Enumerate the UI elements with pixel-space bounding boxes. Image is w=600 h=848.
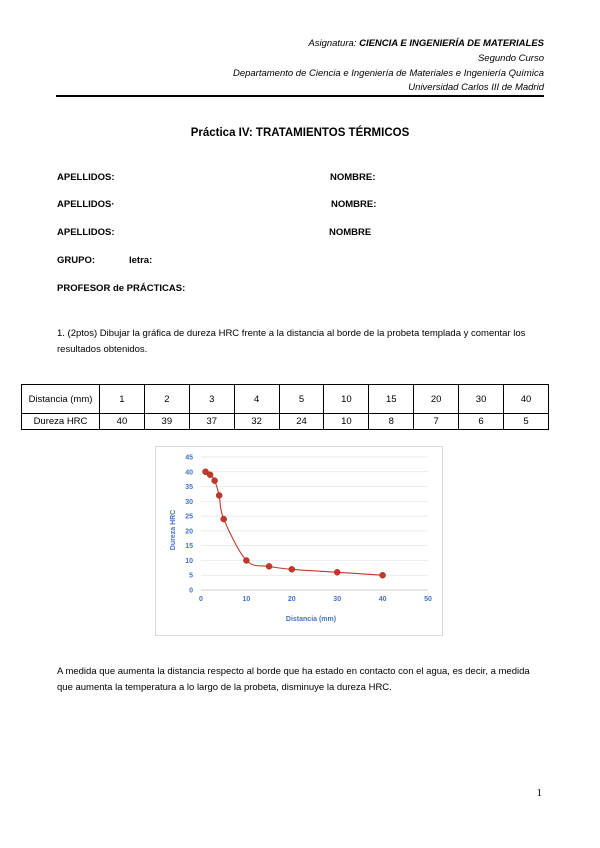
hardness-chart	[156, 447, 442, 635]
label-nombre-1: NOMBRE:	[330, 172, 376, 183]
table-cell: 2	[144, 385, 189, 414]
header-subject-prefix: Asignatura:	[308, 38, 357, 49]
data-point	[216, 492, 222, 498]
table-cell: 20	[414, 385, 459, 414]
table-cell: 10	[324, 385, 369, 414]
x-tick-label: 50	[424, 596, 432, 603]
conclusion-text: A medida que aumenta la distancia respecto al borde que ha estado en contacto con el agua, es decir, a medida que aumenta la temperatura a lo largo de la probeta, disminuye la dureza HRC.	[57, 666, 530, 693]
label-apellidos-2: APELLIDOS·	[57, 199, 115, 210]
y-tick-label: 30	[185, 498, 193, 506]
data-point	[243, 557, 249, 563]
chart-container	[155, 446, 443, 636]
header-subject	[308, 36, 544, 51]
table-cell: 7	[414, 414, 459, 430]
y-tick-label: 25	[185, 513, 193, 521]
x-tick-label: 30	[333, 596, 342, 603]
page-title: Práctica IV: TRATAMIENTOS TÉRMICOS	[190, 127, 410, 139]
label-nombre-3: NOMBRE	[329, 227, 372, 238]
table-cell: 10	[324, 414, 369, 430]
row-header-distancia: Distancia (mm)	[22, 385, 100, 414]
data-point	[221, 516, 227, 522]
y-tick-label: 40	[185, 469, 193, 477]
y-tick-label: 0	[189, 587, 193, 595]
data-table	[21, 384, 549, 430]
x-tick-label: 0	[199, 596, 203, 603]
data-point	[207, 472, 213, 478]
x-tick-label: 20	[287, 596, 296, 603]
y-tick-label: 45	[185, 454, 193, 462]
table-cell: 30	[459, 385, 504, 414]
table-row-dureza	[22, 414, 549, 430]
y-tick-label: 5	[189, 572, 193, 580]
header-subject-name: CIENCIA E INGENIERÍA DE MATERIALES	[359, 38, 544, 49]
table-cell: 1	[100, 385, 145, 414]
table-cell: 5	[279, 385, 324, 414]
y-tick-label: 10	[185, 557, 193, 565]
table-cell: 40	[504, 385, 549, 414]
row-header-dureza: Dureza HRC	[22, 414, 100, 430]
table-cell: 15	[369, 385, 414, 414]
data-point	[380, 572, 386, 578]
question-text: 1. (2ptos) Dibujar la gráfica de dureza HRC frente a la distancia al borde de la probeta templada y comentar los resultados obtenidos.	[57, 328, 526, 355]
header-rule	[56, 95, 544, 97]
header-course: Segundo Curso	[477, 53, 544, 64]
y-tick-label: 35	[185, 484, 193, 492]
data-point	[212, 478, 218, 484]
header-department: Departamento de Ciencia e Ingeniería de Materiales e Ingeniería Química	[232, 68, 544, 79]
label-profesor: PROFESOR de PRÁCTICAS:	[57, 283, 186, 294]
table-cell: 40	[100, 414, 145, 430]
label-grupo: GRUPO:	[57, 255, 95, 266]
table-cell: 39	[144, 414, 189, 430]
table-cell: 32	[234, 414, 279, 430]
y-tick-label: 20	[185, 528, 193, 536]
data-point	[334, 569, 340, 575]
series-line	[206, 472, 383, 575]
table-cell: 3	[189, 385, 234, 414]
header-university: Universidad Carlos III de Madrid	[408, 82, 544, 93]
x-axis-label: Distancia (mm)	[285, 616, 337, 623]
label-apellidos-1: APELLIDOS:	[57, 172, 115, 183]
page-number: 1	[536, 787, 542, 799]
table-cell: 8	[369, 414, 414, 430]
x-tick-label: 40	[378, 596, 387, 603]
y-tick-label: 15	[185, 543, 193, 551]
table-row-distancia	[22, 385, 549, 414]
data-point	[289, 566, 295, 572]
x-tick-label: 10	[242, 596, 251, 603]
table-cell: 5	[504, 414, 549, 430]
data-point	[266, 563, 272, 569]
table-cell: 24	[279, 414, 324, 430]
label-nombre-2: NOMBRE:	[331, 199, 377, 210]
y-axis-label: Dureza HRC	[170, 509, 177, 551]
label-apellidos-3: APELLIDOS:	[57, 227, 115, 238]
table-cell: 4	[234, 385, 279, 414]
table-cell: 6	[459, 414, 504, 430]
table-cell: 37	[189, 414, 234, 430]
label-letra: letra:	[129, 255, 153, 266]
